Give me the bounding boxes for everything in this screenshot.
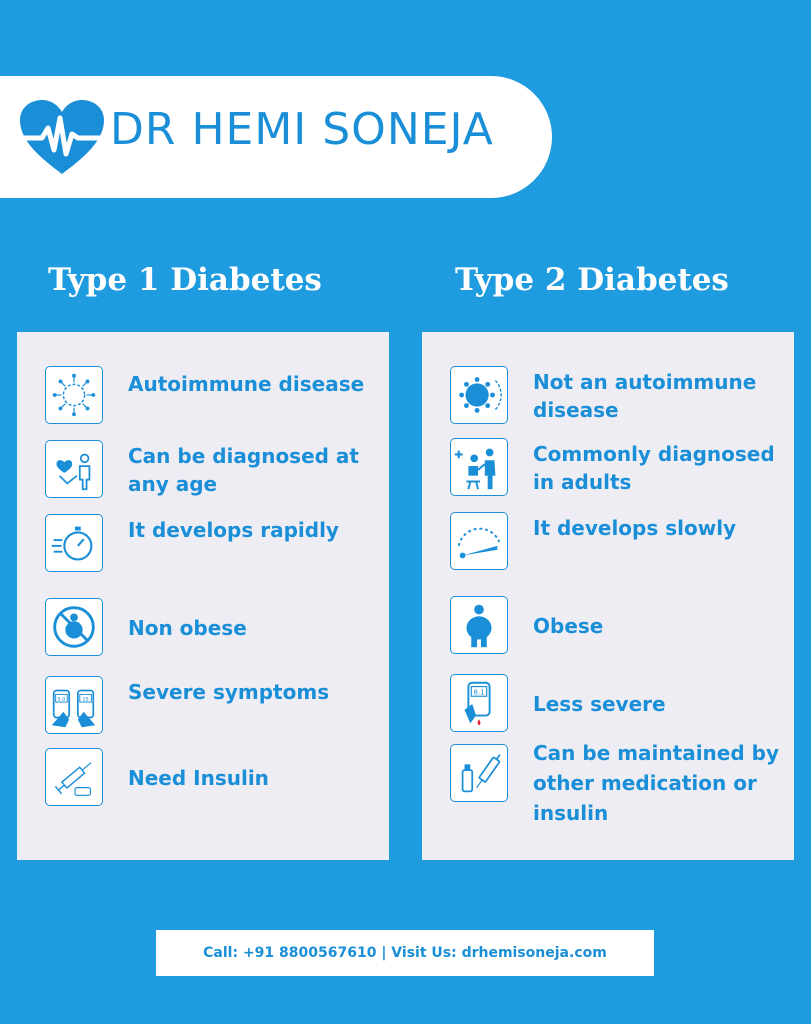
item-label: It develops slowly: [533, 516, 737, 540]
item-label: Need Insulin: [128, 766, 269, 790]
item-label: Can be maintained by other medication or insulin: [533, 741, 779, 825]
item-label: Commonly diagnosed in adults: [533, 442, 775, 494]
item-label: Autoimmune disease: [128, 372, 365, 396]
reading-right: 15: [82, 698, 89, 704]
glucometer-icon: [450, 674, 508, 732]
gauge-icon: [450, 512, 508, 570]
reading-left: 5.0: [57, 698, 66, 704]
item-label: Obese: [533, 614, 604, 638]
item-label: Non obese: [128, 616, 247, 640]
parent-child-icon: [45, 440, 103, 498]
brand-name: DR HEMI SONEJA: [110, 104, 494, 155]
type2-title: Type 2 Diabetes: [455, 262, 729, 298]
item-label: Can be diagnosed at any age: [128, 444, 359, 496]
cell-icon: [450, 366, 508, 424]
obese-person-icon: [450, 596, 508, 654]
adult-care-icon: [450, 438, 508, 496]
item-label: It develops rapidly: [128, 518, 339, 542]
medication-icon: [450, 744, 508, 802]
item-label: Severe symptoms: [128, 680, 330, 704]
type2-panel: [422, 332, 794, 860]
no-obese-icon: [45, 598, 103, 656]
item-label: Not an autoimmune disease: [533, 370, 757, 422]
reading-single: 8.1: [473, 688, 485, 697]
item-label: Less severe: [533, 692, 666, 716]
syringe-icon: [45, 748, 103, 806]
virus-icon: [45, 366, 103, 424]
stopwatch-icon: [45, 514, 103, 572]
contact-footer: Call: +91 8800567610 | Visit Us: drhemisoneja.com: [156, 930, 654, 976]
type1-panel: [17, 332, 389, 860]
type1-title: Type 1 Diabetes: [48, 262, 322, 298]
logo-banner: [0, 76, 552, 198]
heart-pulse-icon: [18, 98, 106, 176]
glucometer-pair-icon: [45, 676, 103, 734]
